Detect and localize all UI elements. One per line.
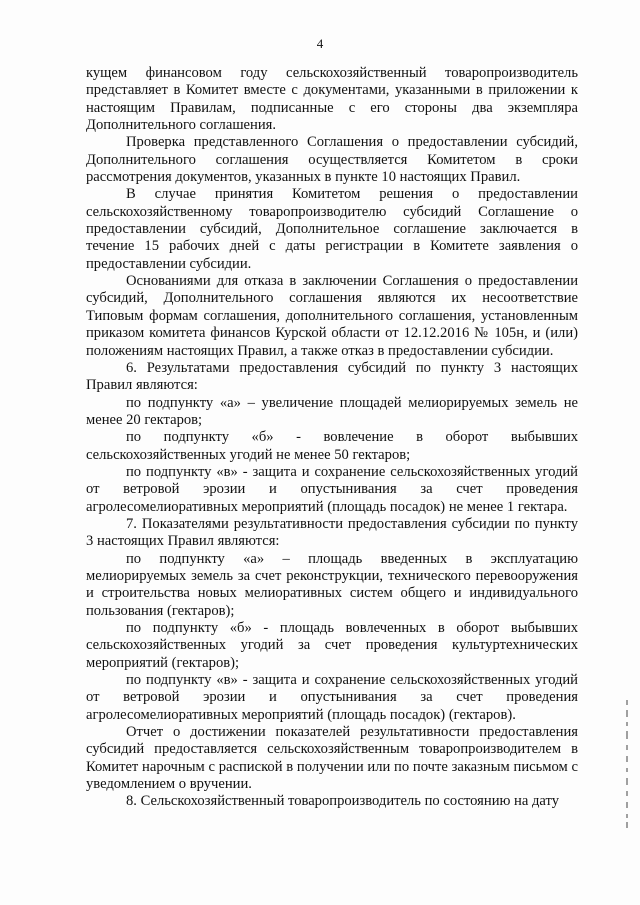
- paragraph: 7. Показателями результативности предоставления субсидии по пункту 3 настоящих Правил являются:: [86, 515, 578, 550]
- paragraph: 8. Сельскохозяйственный товаропроизводитель по состоянию на дату: [126, 793, 560, 810]
- paragraph: кущем финансовом году сельскохозяйственный товаропроизводитель представляет в Комитет вместе с документами, указанными в приложении к настоящим Правилам, подписанные с его стороны два экземпляра Дополнительного соглашения.: [86, 65, 578, 134]
- paragraph: по подпункту «а» – площадь введенных в эксплуатацию мелиорируемых земель за счет реконструкции, технического перевооружения и строительства новых мелиоративных систем общего и индивидуального пользования (гектаров);: [86, 550, 578, 619]
- paragraph: Отчет о достижении показателей результативности предоставления субсидий предоставляется сельскохозяйственным товаропроизводителем в Комитет нарочным с распиской в получении или по почте заказным письмом с уведомлением о вручении.: [86, 724, 578, 793]
- paragraph: по подпункту «в» - защита и сохранение сельскохозяйственных угодий от ветровой эрозии и опустынивания за счет проведения агролесомелиоративных мероприятий (площадь посадок) не менее 1 гектара.: [86, 463, 578, 515]
- paragraph: Основаниями для отказа в заключении Соглашения о предоставлении субсидий, Дополнительного соглашения являются их несоответствие Типовым формам соглашения, дополнительного соглашения, установленным приказом комитета финансов Курской области от 12.12.2016 № 105н, и (или) положениям настоящих Правил, а также отказ в предоставлении субсидии.: [86, 273, 578, 359]
- paragraph: по подпункту «б» - вовлечение в оборот выбывших сельскохозяйственных угодий не менее 50 гектаров;: [86, 429, 578, 463]
- paragraph: по подпункту «б» - площадь вовлеченных в оборот выбывших сельскохозяйственных угодий за счет проведения культуртехнических мероприятий (гектаров);: [86, 620, 578, 671]
- paragraph: Проверка представленного Соглашения о предоставлении субсидий, Дополнительного соглашения осуществляется Комитетом в сроки рассмотрения документов, указанных в пункте 10 настоящих Правил.: [86, 134, 578, 186]
- paragraph: 6. Результатами предоставления субсидий по пункту 3 настоящих Правил являются:: [86, 359, 578, 394]
- paragraph: по подпункту «а» – увеличение площадей мелиорируемых земель не менее 20 гектаров;: [86, 394, 578, 428]
- page-number: 4: [316, 36, 324, 51]
- paragraph: В случае принятия Комитетом решения о предоставлении сельскохозяйственному товаропроизводителю субсидий Соглашение о предоставлении субсидий, Дополнительное соглашение заключается в течение 15 рабочих дней с даты регистрации в Комитете заявления о предоставлении субсидии.: [86, 186, 578, 272]
- scan-edge-mark: [624, 700, 630, 830]
- paragraph: по подпункту «в» - защита и сохранение сельскохозяйственных угодий от ветровой эрозии и опустынивания за счет проведения агролесомелиоративных мероприятий (площадь посадок) (гектаров).: [86, 672, 578, 723]
- document-body: [86, 65, 578, 811]
